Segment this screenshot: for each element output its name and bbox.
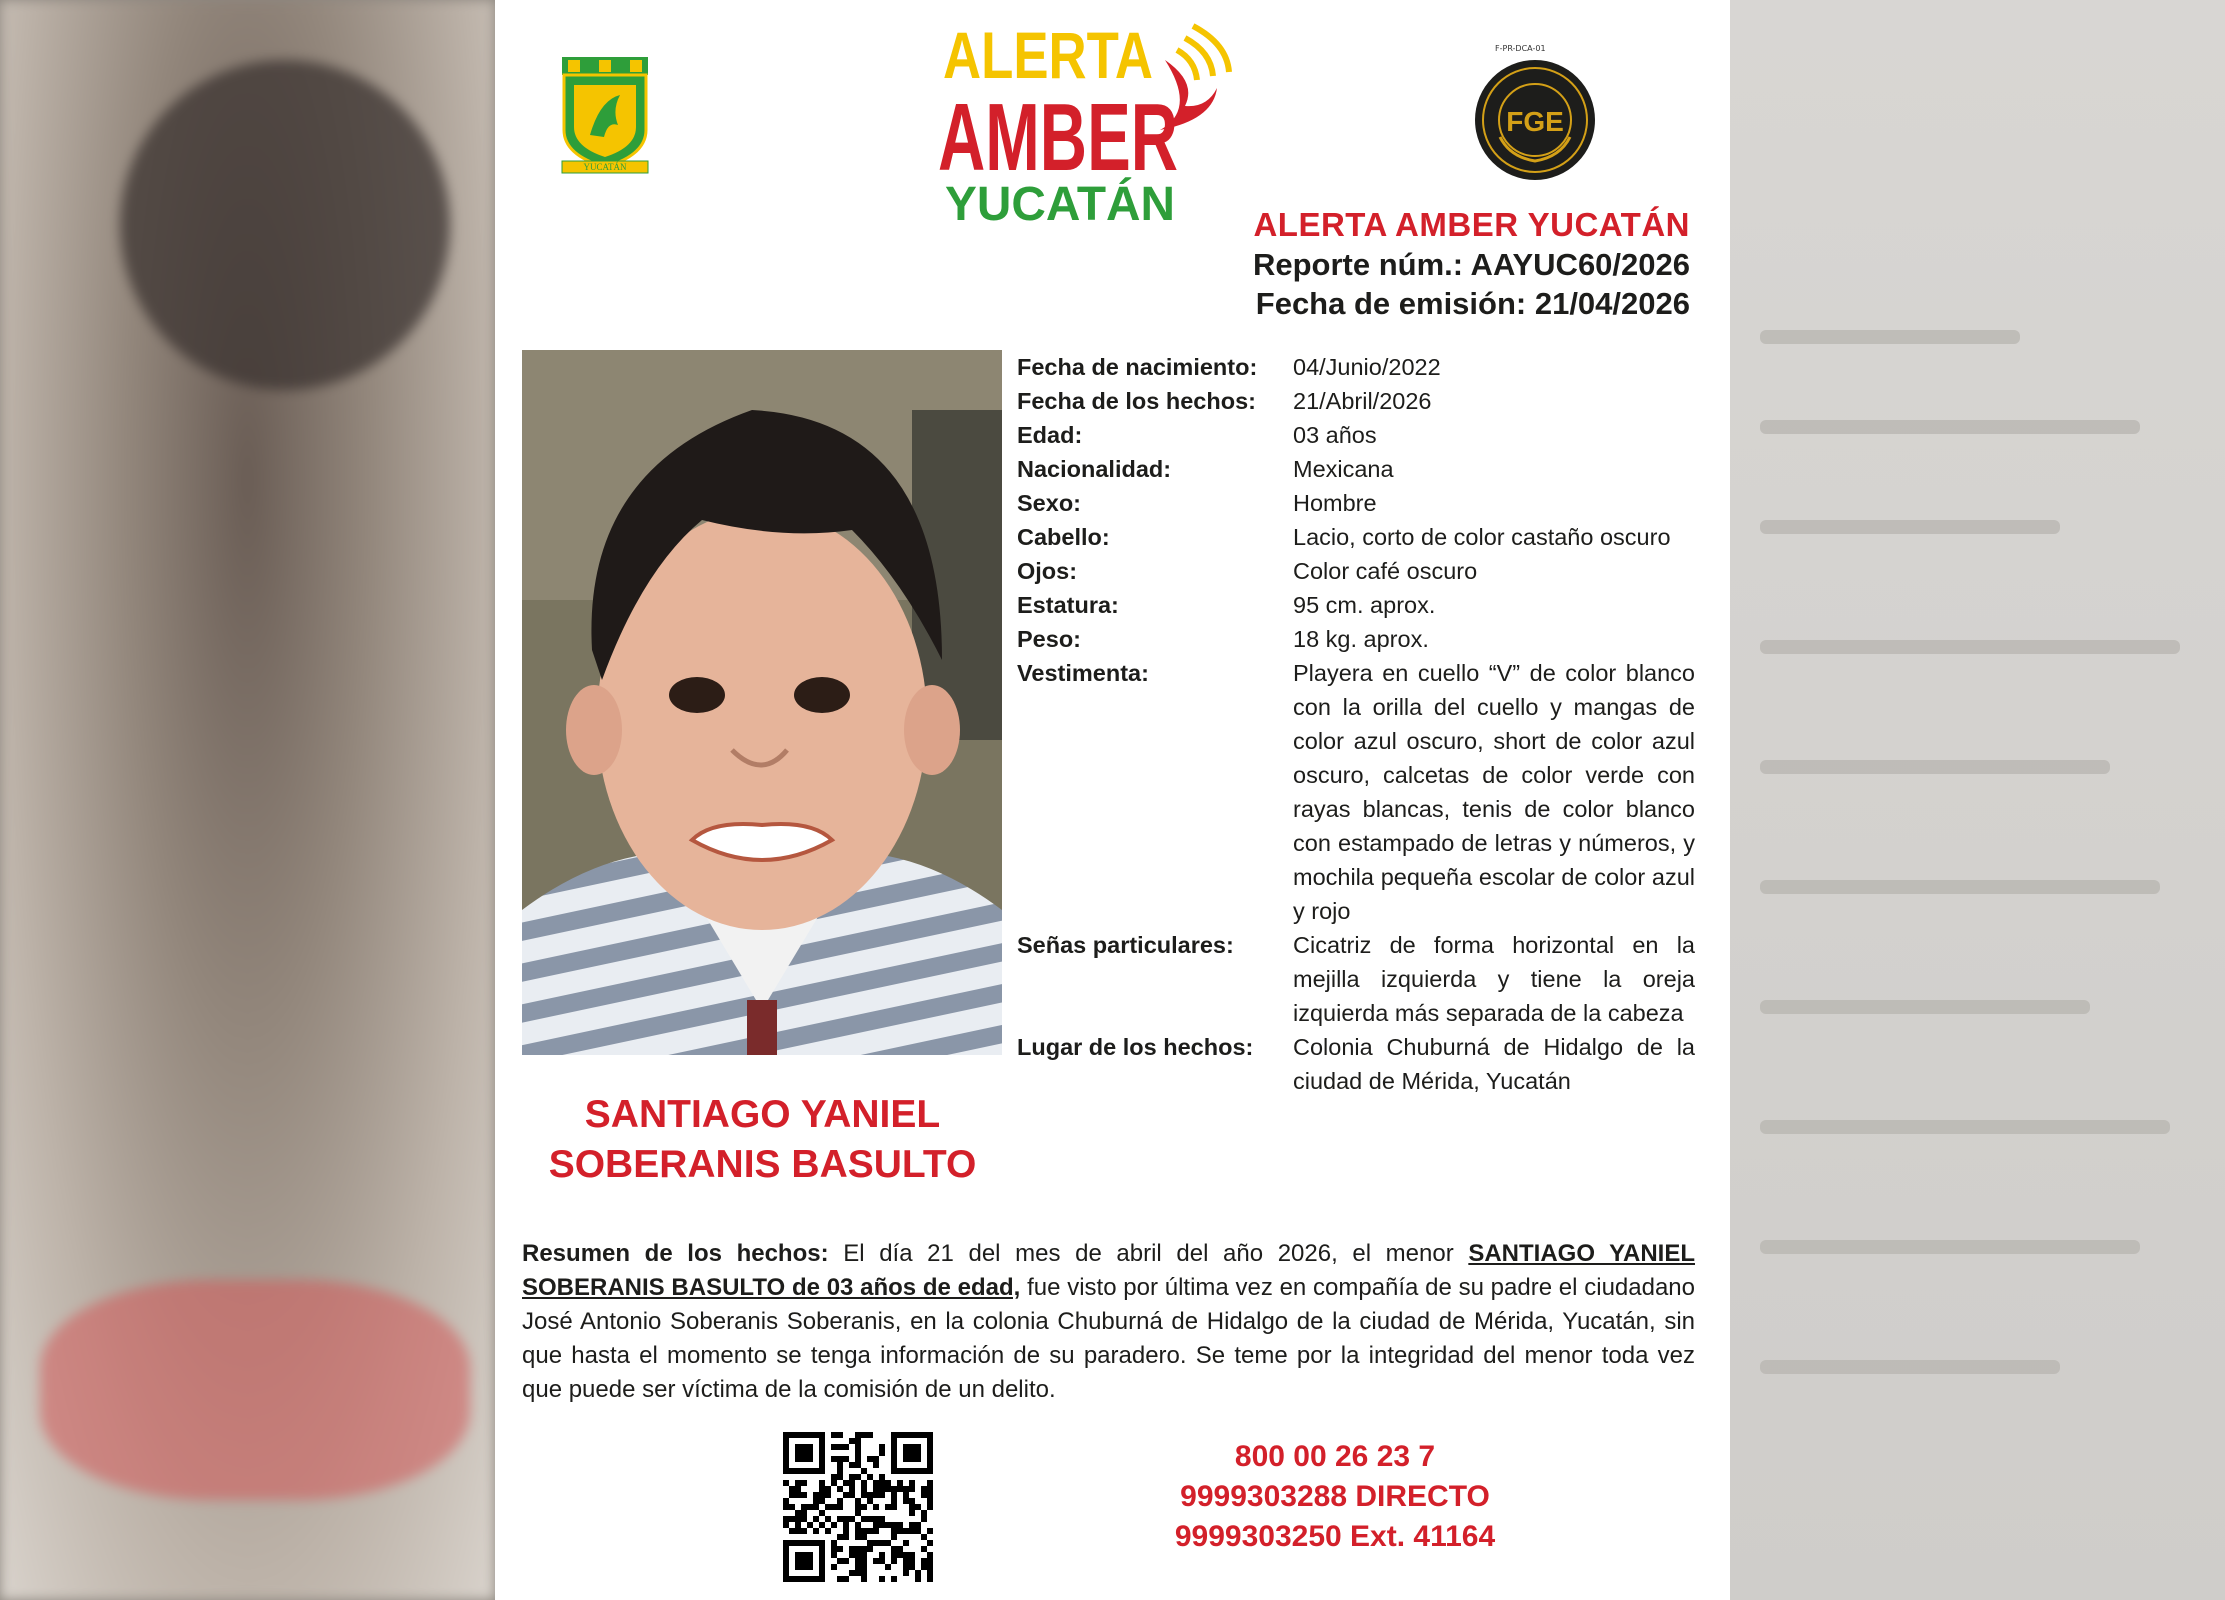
detail-label: Lugar de los hechos: <box>1017 1034 1254 1060</box>
alert-header <box>1253 205 1690 323</box>
detail-label: Sexo: <box>1017 490 1081 516</box>
detail-label: Cabello: <box>1017 524 1110 550</box>
phone-hotline[interactable]: 800 00 26 23 7 <box>1234 1440 1436 1473</box>
detail-value: Cicatriz de forma horizontal en la mejilla izquierda y tiene la oreja izquierda más separada de la cabeza <box>1293 932 1695 1026</box>
detail-label: Nacionalidad: <box>1017 456 1172 482</box>
detail-row <box>1017 486 1695 520</box>
detail-label: Vestimenta: <box>1017 660 1149 686</box>
detail-row <box>1017 928 1695 1030</box>
detail-label: Fecha de nacimiento: <box>1017 354 1258 380</box>
alert-title: ALERTA AMBER YUCATÁN <box>1253 206 1690 243</box>
summary-text-2: fue visto por última vez en compañía de su padre el ciudadano José Antonio Soberanis Soberanis, en la colonia Chuburná de Hidalgo de la ciudad de Mérida, Yucatán, sin que hasta el momento se tenga información de su paradero. Se teme por la integridad del menor toda vez que puede ser víctima de la comisión de un delito. <box>522 1274 1695 1403</box>
detail-row <box>1017 520 1695 554</box>
detail-value: Lacio, corto de color castaño oscuro <box>1293 524 1671 550</box>
form-code: F-PR-DCA-01 <box>1495 44 1546 53</box>
detail-row <box>1017 1030 1695 1098</box>
phone-direct[interactable]: 9999303288 DIRECTO <box>1180 1480 1490 1513</box>
child-name <box>495 1090 1030 1190</box>
detail-row <box>1017 418 1695 452</box>
detail-label: Edad: <box>1017 422 1083 448</box>
detail-row <box>1017 588 1695 622</box>
child-name-line1: SANTIAGO YANIEL <box>584 1093 941 1136</box>
summary-text-1: El día 21 del mes de abril del año 2026, el menor <box>828 1240 1469 1267</box>
detail-row <box>1017 350 1695 384</box>
alert-sheet <box>495 0 1730 1600</box>
svg-text:YUCATÁN: YUCATÁN <box>945 178 1177 231</box>
child-name-line2: SOBERANIS BASULTO <box>548 1143 977 1186</box>
detail-row <box>1017 656 1695 928</box>
details-list <box>1017 350 1695 1098</box>
alerta-amber-yucatan-logo <box>935 10 1235 230</box>
fge-seal-icon <box>1470 45 1600 185</box>
summary-label: Resumen de los hechos: <box>522 1240 829 1267</box>
detail-label: Estatura: <box>1017 592 1119 618</box>
blurred-background-right <box>1730 0 2225 1600</box>
detail-row <box>1017 554 1695 588</box>
summary-paragraph <box>522 1237 1695 1407</box>
contact-phones <box>1135 1437 1535 1557</box>
qr-code-icon[interactable] <box>783 1432 933 1582</box>
detail-value: 21/Abril/2026 <box>1293 388 1432 414</box>
detail-value: Hombre <box>1293 490 1377 516</box>
detail-value: Color café oscuro <box>1293 558 1478 584</box>
detail-label: Peso: <box>1017 626 1081 652</box>
summary-highlight: SANTIAGO YANIEL SOBERANIS BASULTO de 03 años de edad, <box>522 1240 1695 1301</box>
svg-text:YUCATÁN: YUCATÁN <box>583 162 627 172</box>
detail-value: Mexicana <box>1293 456 1394 482</box>
detail-value: Colonia Chuburná de Hidalgo de la ciudad de Mérida, Yucatán <box>1293 1034 1695 1094</box>
detail-label: Ojos: <box>1017 558 1078 584</box>
detail-value: 03 años <box>1293 422 1377 448</box>
svg-text:AMBER: AMBER <box>938 84 1178 191</box>
detail-label: Fecha de los hechos: <box>1017 388 1256 414</box>
detail-value: 18 kg. aprox. <box>1293 626 1429 652</box>
missing-child-photo <box>522 350 1002 1055</box>
blurred-background-left <box>0 0 495 1600</box>
detail-row <box>1017 452 1695 486</box>
phone-extension[interactable]: 9999303250 Ext. 41164 <box>1174 1520 1496 1553</box>
issue-date: Fecha de emisión: 21/04/2026 <box>1255 286 1690 321</box>
detail-row <box>1017 622 1695 656</box>
yucatan-coat-of-arms-icon <box>560 55 650 175</box>
detail-value: 95 cm. aprox. <box>1293 592 1436 618</box>
detail-value: 04/Junio/2022 <box>1293 354 1441 380</box>
svg-text:FGE: FGE <box>1506 106 1564 137</box>
svg-text:ALERTA: ALERTA <box>943 18 1153 92</box>
detail-value: Playera en cuello “V” de color blanco con la orilla del cuello y mangas de color azul oscuro, short de color azul oscuro, calcetas de color verde con rayas blancas, tenis de color blanco con estampado de letras y números, y mochila pequeña escolar de color azul y rojo <box>1293 660 1695 924</box>
report-number: Reporte núm.: AAYUC60/2026 <box>1252 247 1690 282</box>
detail-row <box>1017 384 1695 418</box>
detail-label: Señas particulares: <box>1017 932 1234 958</box>
